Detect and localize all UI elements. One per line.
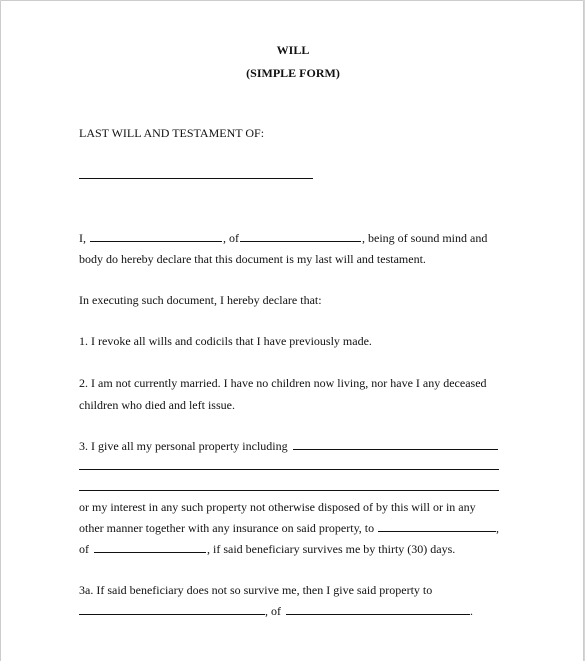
beneficiary-residence-blank[interactable] bbox=[94, 552, 206, 553]
clause-3-line5-comma: , bbox=[496, 521, 499, 535]
personal-property-blank-2[interactable] bbox=[79, 469, 499, 470]
clause-3-line4: or my interest in any such property not otherwise disposed of by this will or in any bbox=[79, 500, 476, 514]
clause-3-line6-end: , if said beneficiary survives me by thirty (30) days. bbox=[207, 542, 456, 556]
document-title: WILL bbox=[276, 43, 310, 57]
executing-statement: In executing such document, I hereby declare that: bbox=[79, 293, 322, 307]
clause-3-line1: 3. I give all my personal property including bbox=[79, 439, 288, 453]
clause-3-line5: other manner together with any insurance on said property, to bbox=[79, 521, 375, 535]
personal-property-blank-1[interactable] bbox=[293, 449, 498, 450]
declaration-text-end: , being of sound mind and bbox=[362, 231, 488, 245]
alternate-beneficiary-blank[interactable] bbox=[79, 614, 265, 615]
testator-residence-blank[interactable] bbox=[240, 241, 361, 242]
testator-name-line[interactable] bbox=[79, 178, 313, 179]
clause-2-line1: 2. I am not currently married. I have no children now living, nor have I any deceased bbox=[79, 376, 487, 390]
clause-3a-line2-of: , of bbox=[265, 604, 281, 618]
personal-property-blank-3[interactable] bbox=[79, 490, 499, 491]
clause-3a-line2-period: . bbox=[470, 604, 473, 618]
clause-1: 1. I revoke all wills and codicils that I have previously made. bbox=[79, 334, 372, 348]
testator-name-blank[interactable] bbox=[90, 241, 222, 242]
clause-2-line2: children who died and left issue. bbox=[79, 398, 235, 412]
clause-3a-line1: 3a. If said beneficiary does not so survive me, then I give said property to bbox=[79, 583, 433, 597]
alternate-beneficiary-residence-blank[interactable] bbox=[286, 614, 470, 615]
testament-heading: LAST WILL AND TESTAMENT OF: bbox=[79, 126, 265, 140]
document-page bbox=[1, 1, 583, 661]
declaration-text-of: , of bbox=[223, 231, 239, 245]
beneficiary-name-blank[interactable] bbox=[378, 531, 496, 532]
clause-3-line6-start: of bbox=[79, 542, 89, 556]
declaration-text-line2: body do hereby declare that this document is my last will and testament. bbox=[79, 252, 426, 266]
declaration-text-start: I, bbox=[79, 231, 86, 245]
document-subtitle: (SIMPLE FORM) bbox=[246, 66, 340, 80]
